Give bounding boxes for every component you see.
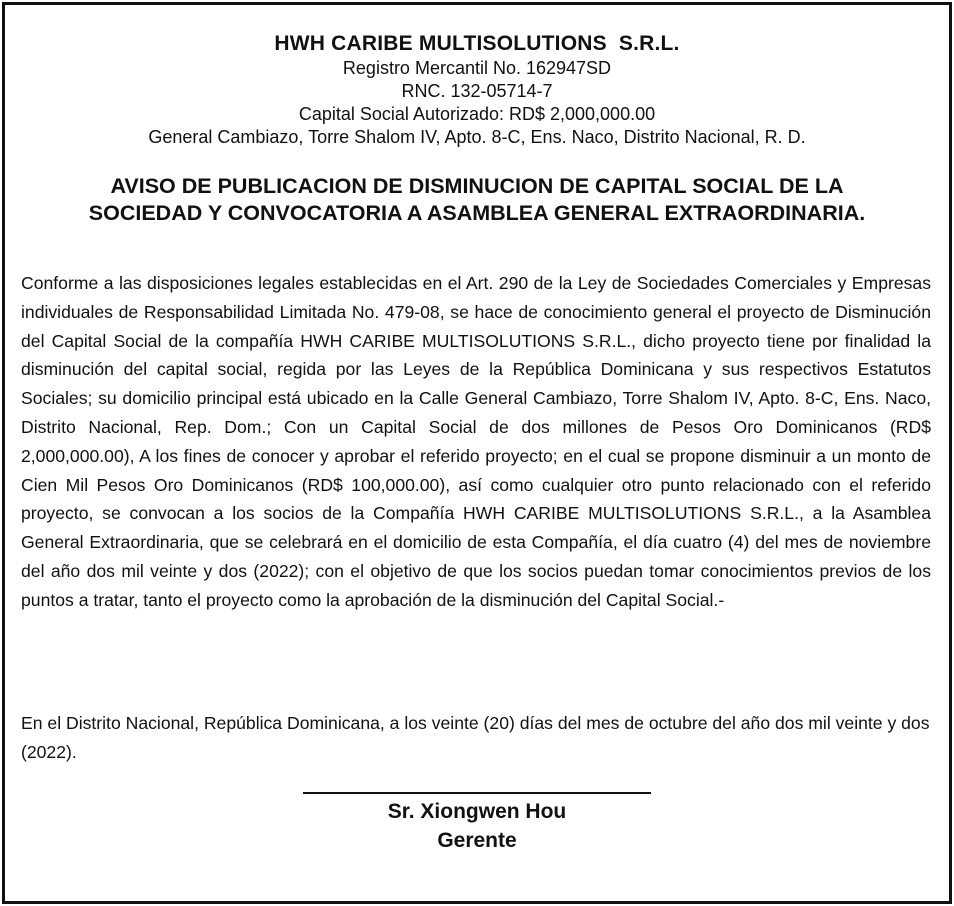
notice-title-line-2: SOCIEDAD Y CONVOCATORIA A ASAMBLEA GENERAL EXTRAORDINARIA. [88, 201, 866, 225]
company-header [5, 31, 949, 149]
company-address: General Cambiazo, Torre Shalom IV, Apto. 8-C, Ens. Naco, Distrito Nacional, R. D. [148, 127, 806, 147]
company-name: HWH CARIBE MULTISOLUTIONS S.R.L. [274, 32, 680, 55]
notice-title [5, 173, 949, 227]
signer-name: Sr. Xiongwen Hou [387, 800, 567, 823]
rnc-number: RNC. 132-05714-7 [401, 81, 553, 101]
legal-notice [2, 2, 952, 904]
signer-role: Gerente [437, 829, 517, 852]
authorized-capital: Capital Social Autorizado: RD$ 2,000,000.00 [298, 104, 656, 124]
signature-line [303, 792, 651, 794]
mercantile-registry: Registro Mercantil No. 162947SD [342, 58, 612, 78]
notice-body-paragraph: Conforme a las disposiciones legales establecidas en el Art. 290 de la Ley de Sociedades Comerciales y Empresas individuales de Responsabilidad Limitada No. 479-08, se hace de conocimiento general el proyecto de Disminución del Capital Social de la compañía HWH CARIBE MULTISOLUTIONS S.R.L., dicho proyecto tiene por finalidad la disminución del capital social, regida por las Leyes de la República Dominicana y sus respectivos Estatutos Sociales; su domicilio principal está ubicado en la Calle General Cambiazo, Torre Shalom IV, Apto. 8-C, Ens. Naco, Distrito Nacional, Rep. Dom.; Con un Capital Social de dos millones de Pesos Oro Dominicanos (RD$ 2,000,000.00), A los fines de conocer y aprobar el referido proyecto; en el cual se propone disminuir a un monto de Cien Mil Pesos Oro Dominicanos (RD$ 100,000.00), así como cualquier otro punto relacionado con el referido proyecto, se convocan a los socios de la Compañía HWH CARIBE MULTISOLUTIONS S.R.L., a la Asamblea General Extraordinaria, que se celebrará en el domicilio de esta Compañía, el día cuatro (4) del mes de noviembre del año dos mil veinte y dos (2022); con el objetivo de que los socios puedan tomar conocimientos previos de los puntos a tratar, tanto el proyecto como la aprobación de la disminución del Capital Social.- [21, 273, 931, 610]
notice-title-line-1: AVISO DE PUBLICACION DE DISMINUCION DE CAPITAL SOCIAL DE LA [110, 174, 844, 198]
notice-date-paragraph: En el Distrito Nacional, República Dominicana, a los veinte (20) días del mes de octubre del año dos mil veinte y dos (2022). [21, 713, 930, 762]
